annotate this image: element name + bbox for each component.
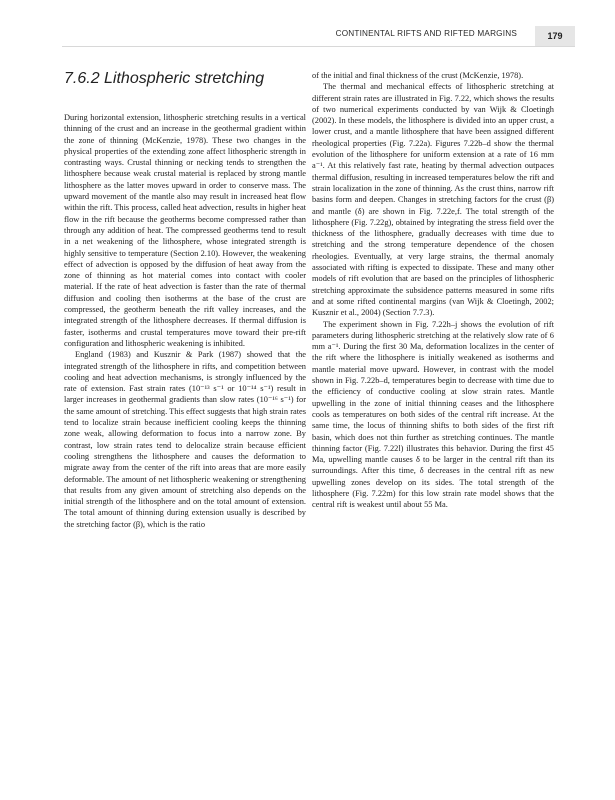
page-number: 179 bbox=[535, 26, 575, 46]
paragraph: During horizontal extension, lithospheric stretching results in a vertical thinning of the crust and an increase in the geothermal gradient within the zone of thinning (McKenzie, 1978). These two changes in the physical properties of the extending zone affect lithospheric strength in contrasting ways. Crustal thinning or necking tends to strengthen the lithosphere because weak crustal material is replaced by strong mantle lithosphere as the latter moves upward in order to conserve mass. The upward movement of the mantle also may result in increased heat flow within the rift. This process, called heat advection, results in higher heat flow in the rift because the geotherms become compressed rather than through any addition of heat. The compressed geotherms tend to result in a net weakening of the lithosphere, whose integrated strength is highly sensitive to temperature (Section 2.10). However, the weakening effect of advection is opposed by the diffusion of heat away from the zone of thinning as hot material comes into contact with cooler material. If the rate of heat advection is faster than the rate of thermal diffusion and cooling then isotherms at the base of the crust are compressed, the geotherm beneath the rift valley increases, and the integrated strength of the lithosphere decreases. If thermal diffusion is faster, isotherms and crustal temperatures move toward their pre-rift configuration and lithospheric weakening is inhibited. bbox=[64, 113, 306, 348]
paragraph: The experiment shown in Fig. 7.22h–j shows the evolution of rift parameters during lithospheric stretching at the relatively slow rate of 6 mm a⁻¹. During the first 30 Ma, deformation localizes in the center of the rift where the lithosphere is initially weakened as isotherms and mantle material move upward. However, in contrast with the model shown in Fig. 7.22b–d, temperatures begin to decrease with time due to the efficiency of conductive cooling at slow strain rates. Mantle upwelling in the zone of initial thinning ceases and the lithosphere cools as temperatures on both sides of the central rift increase. At the same time, the locus of thinning shifts to both sides of the first rift basin, which does not thin further as stretching continues. The mantle thinning factor (Fig. 7.22l) illustrates this behavior. During the first 45 Ma, upwelling mantle causes δ to be larger in the central rift than its surroundings. After this time, δ decreases in the central rift as new upwelling zones develop on its sides. The total strength of the lithosphere (Fig. 7.22m) for this low strain rate model shows that the central rift is weakest until about 55 Ma. bbox=[312, 319, 554, 510]
section-title: 7.6.2 Lithospheric stretching bbox=[64, 70, 265, 87]
running-head: CONTINENTAL RIFTS AND RIFTED MARGINS bbox=[335, 29, 517, 38]
paragraph: England (1983) and Kusznir & Park (1987) showed that the integrated strength of the lithosphere in rifts, and competition between cooling and heat advection mechanisms, is strongly influenced by the rate of extension. Fast strain rates (10⁻¹³ s⁻¹ or 10⁻¹⁴ s⁻¹) result in larger increases in geothermal gradients than slow rates (10⁻¹⁶ s⁻¹) for the same amount of stretching. This effect suggests that high strain rates tend to localize strain because inefficient cooling keeps the thinning zone weak, allowing deformation to focus into a narrow zone. By contrast, low strain rates tend to delocalize strain because efficient cooling strengthens the lithosphere and causes the deformation to migrate away from the center of the rift into areas that are more easily deformable. The amount of net lithospheric weakening or strengthening that results from any given amount of stretching also depends on the initial strength of the lithosphere and on the total amount of extension. The total amount of thinning during extension usually is described by the stretching factor (β), which is the ratio bbox=[64, 350, 306, 529]
page-header bbox=[62, 26, 575, 47]
right-column bbox=[312, 70, 554, 511]
left-column bbox=[64, 112, 306, 530]
paragraph: of the initial and final thickness of the crust (McKenzie, 1978). bbox=[312, 71, 524, 80]
paragraph: The thermal and mechanical effects of lithospheric stretching at different strain rates are illustrated in Fig. 7.22, which shows the results of two numerical experiments conducted by van Wijk & Cloetingh (2002). In these models, the lithosphere is divided into an upper crust, a lower crust, and a mantle lithosphere that have been assigned different rheological properties (Fig. 7.22a). Figures 7.22b–d show the thermal evolution of the lithosphere for uniform extension at a rate of 16 mm a⁻¹. At this relatively fast rate, heating by thermal advection outpaces thermal diffusion, resulting in increased temperatures below the rift and strain localization in the zone of thinning. As the crust thins, narrow rift basins form and deepen. Changes in stretching factors for the crust (β) and mantle (δ) are shown in Fig. 7.22e,f. The total strength of the lithosphere (Fig. 7.22g), obtained by integrating the stress field over the thickness of the lithosphere, gradually decreases with time due to stretching and the strong temperature dependence of the chosen rheologies. Eventually, at very large strains, the thermal anomaly associated with rifting is expected to dissipate. These and many other models of rift evolution that are based on the principles of lithospheric stretching approximate the subsidence patterns measured in some rifts and at some rifted continental margins (van Wijk & Cloetingh, 2002; Kusznir et al., 2004) (Section 7.7.3). bbox=[312, 82, 554, 318]
